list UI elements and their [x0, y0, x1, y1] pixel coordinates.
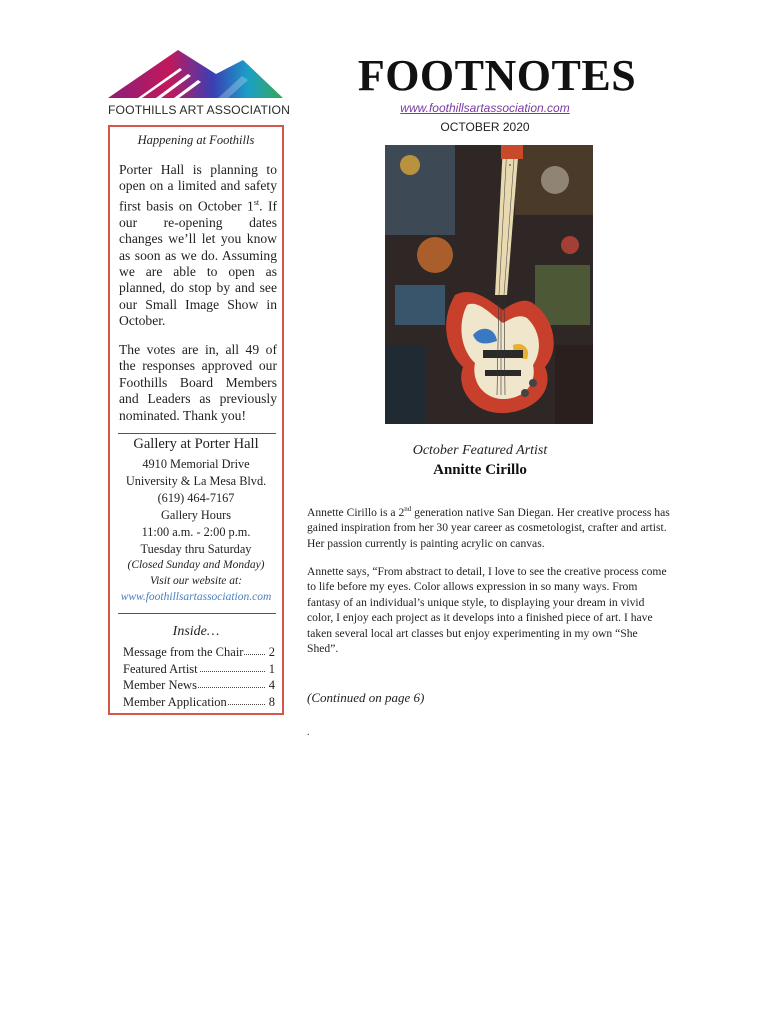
- featured-artist-name: Annitte Cirillo: [433, 462, 527, 478]
- newsletter-title: FOOTNOTES: [357, 51, 637, 100]
- gallery-hours: 11:00 a.m. - 2:00 p.m.: [141, 525, 251, 539]
- artist-bio-paragraph: [307, 502, 671, 551]
- reopening-paragraph: [119, 162, 277, 330]
- reopening-text-a: Porter Hall is planning to open on a limited and safety first basis on October 1: [119, 162, 277, 214]
- votes-paragraph: The votes are in, all 49 of the responses approved our Foothills Board Members and Leaders as previously nominated. Thank you!: [119, 342, 277, 423]
- gallery-closed-note: (Closed Sunday and Monday): [127, 559, 265, 571]
- gallery-hours-label: Gallery Hours: [160, 508, 231, 522]
- gallery-phone: (619) 464-7167: [157, 491, 235, 505]
- issue-date: OCTOBER 2020: [440, 120, 530, 134]
- sidebar-heading: Happening at Foothills: [137, 133, 255, 147]
- inside-heading: Inside…: [172, 624, 220, 639]
- artist-bio-text-b: generation native San Diegan. Her creative process has gained inspiration from her 30 year career as cosmetologist, crafter and artist. Her passion currently is painting acrylic on canvas.: [307, 505, 670, 550]
- website-link[interactable]: www.foothillsartassociation.com: [400, 101, 570, 115]
- artist-bio-sup: nd: [404, 505, 412, 513]
- gallery-days: Tuesday thru Saturday: [140, 542, 252, 556]
- continued-note: (Continued on page 6): [307, 690, 425, 705]
- gallery-cross-streets: University & La Mesa Blvd.: [125, 474, 267, 488]
- toc-page: 1: [268, 662, 275, 676]
- gallery-visit-label: Visit our website at:: [149, 575, 243, 587]
- logo-mountains-icon: [108, 46, 283, 102]
- toc-label: Member News: [123, 678, 197, 692]
- toc-label: Member Application: [123, 695, 227, 709]
- toc-label: Featured Artist: [123, 662, 198, 676]
- gallery-title: Gallery at Porter Hall: [133, 436, 259, 452]
- guitar-painting: [385, 145, 593, 424]
- toc-page: 4: [268, 678, 275, 692]
- featured-artist-label: October Featured Artist: [412, 443, 548, 458]
- toc-page: 2: [268, 645, 275, 659]
- reopening-sup: st: [253, 197, 260, 207]
- sidebar-box: [108, 125, 284, 715]
- toc-label: Message from the Chair: [123, 645, 244, 659]
- gallery-address: 4910 Memorial Drive: [142, 457, 250, 471]
- logo-text: FOOTHILLS ART ASSOCIATION: [108, 103, 290, 117]
- stray-mark: .: [307, 727, 310, 738]
- divider: [118, 613, 276, 614]
- artist-quote-paragraph: Annette says, “From abstract to detail, I love to see the creative process come to life before my eyes. Color allows expression in so many ways. From fantasy of an individual’s unique style, to displaying your dream in vivid color, I enjoy each project as it develops into a finished piece of art. I have taken several local art classes but enjoy experimenting in my own “She Shed”.: [307, 565, 667, 656]
- divider: [118, 433, 276, 434]
- artist-bio-text-a: Annette Cirillo is a 2: [307, 505, 405, 519]
- gallery-website-link[interactable]: www.foothillsartassociation.com: [120, 591, 272, 603]
- reopening-text-b: . If our re-opening dates changes we’ll let you know as soon as we do. Assuming we are able to open as planned, do stop by and see our Small Image Show in October.: [119, 198, 277, 329]
- foothills-logo: [108, 46, 290, 124]
- guitar-painting-image: [385, 145, 593, 424]
- toc-page: 8: [268, 695, 275, 709]
